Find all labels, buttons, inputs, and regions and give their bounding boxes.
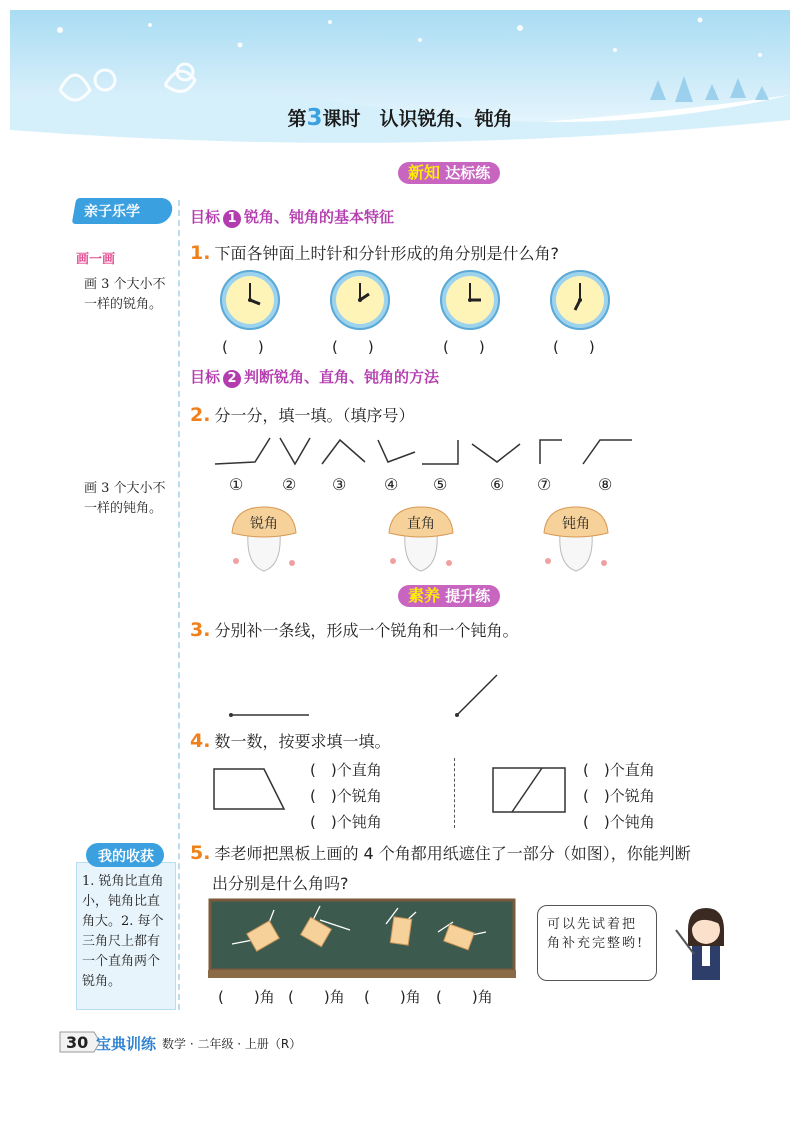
section-literacy: 素养 提升练 — [398, 585, 500, 607]
angle-4 — [378, 440, 415, 462]
q4-right-acute-angles[interactable]: ( )个锐角 — [583, 787, 655, 805]
q4-left-obtuse-angles[interactable]: ( )个钝角 — [310, 813, 382, 831]
angle-label-8: ⑧ — [598, 475, 613, 494]
paper-cover-3 — [390, 917, 411, 945]
q4-right-right-angles[interactable]: ( )个直角 — [583, 761, 655, 779]
mushroom-right-label: 直角 — [407, 516, 435, 532]
q4-left-right-angles[interactable]: ( )个直角 — [310, 761, 382, 779]
q1-answer-1[interactable]: ( ) — [222, 338, 264, 356]
angle-7 — [540, 440, 562, 464]
q1-answer-4[interactable]: ( ) — [553, 338, 595, 356]
q1-answer-3[interactable]: ( ) — [443, 338, 485, 356]
clock-3-icon — [441, 271, 499, 329]
q4-right-obtuse-angles[interactable]: ( )个钝角 — [583, 813, 655, 831]
clock-2-icon — [331, 271, 389, 329]
page-number: 30 — [66, 1033, 89, 1052]
angle-5 — [422, 440, 458, 464]
q5-answer-1[interactable]: ( )角 — [218, 988, 275, 1006]
mushroom-acute-label: 锐角 — [250, 516, 278, 532]
angle-1 — [215, 438, 270, 464]
angle-label-3: ③ — [332, 475, 347, 494]
clock-faces — [200, 268, 620, 333]
angle-label-4: ④ — [384, 475, 399, 494]
speech-bubble-text: 可以先试着把角补充完整哟! — [547, 917, 645, 951]
teacher-icon — [668, 900, 738, 990]
clock-1-icon — [221, 271, 279, 329]
question-3: 3. 分别补一条线，形成一个锐角和一个钝角。 — [190, 619, 519, 641]
q4-divider — [454, 758, 455, 828]
goal-1: 目标 1 锐角、钝角的基本特征 — [190, 208, 395, 226]
clock-4-icon — [551, 271, 609, 329]
angle-label-5: ⑤ — [433, 475, 448, 494]
angle-label-7: ⑦ — [537, 475, 552, 494]
angle-figures — [210, 432, 640, 472]
q4-left-acute-angles[interactable]: ( )个锐角 — [310, 787, 382, 805]
draw-acute-instruction: 画 3 个大小不一样的锐角。 — [84, 277, 166, 312]
question-5: 5. 李老师把黑板上画的 4 个角都用纸遮住了一部分（如图），你能判断 出分别是什么角吗? — [190, 842, 691, 893]
brand-logo: 宝典训练 — [96, 1035, 157, 1053]
angle-label-1: ① — [229, 475, 244, 494]
book-info: 数学 · 二年级 · 上册（R） — [162, 1037, 302, 1051]
q4-trapezoid-figure — [210, 765, 290, 815]
harvest-text: 1. 锐角比直角小，钝角比直角大。2. 每个三角尺上都有一个直角两个锐角。 — [82, 874, 164, 989]
lesson-title: 第3课时 认识锐角、钝角 — [287, 105, 513, 131]
goal-2: 目标 2 判断锐角、直角、钝角的方法 — [190, 368, 440, 386]
q4-square-figure — [490, 765, 570, 815]
mushroom-obtuse-label: 钝角 — [562, 516, 590, 532]
q1-answer-2[interactable]: ( ) — [332, 338, 374, 356]
angle-label-2: ② — [282, 475, 297, 494]
draw-title: 画一画 — [76, 252, 116, 267]
angle-2 — [280, 438, 310, 464]
question-1: 1. 下面各钟面上时针和分针形成的角分别是什么角? — [190, 242, 559, 264]
angle-label-6: ⑥ — [490, 475, 505, 494]
q3-drawing-area[interactable] — [225, 665, 525, 725]
q5-answer-2[interactable]: ( )角 — [288, 988, 345, 1006]
question-4: 4. 数一数，按要求填一填。 — [190, 730, 391, 752]
angle-6 — [472, 444, 520, 462]
parent-child-title: 亲子乐学 — [84, 204, 140, 220]
angle-8 — [583, 440, 632, 464]
blackboard — [208, 898, 516, 982]
draw-obtuse-instruction: 画 3 个大小不一样的钝角。 — [84, 481, 166, 516]
angle-3 — [322, 440, 365, 464]
q5-answer-4[interactable]: ( )角 — [436, 988, 493, 1006]
question-2: 2. 分一分，填一填。（填序号） — [190, 404, 415, 426]
q5-answer-3[interactable]: ( )角 — [364, 988, 421, 1006]
section-new-knowledge: 新知 达标练 — [398, 162, 500, 184]
harvest-title: 我的收获 — [98, 849, 154, 865]
